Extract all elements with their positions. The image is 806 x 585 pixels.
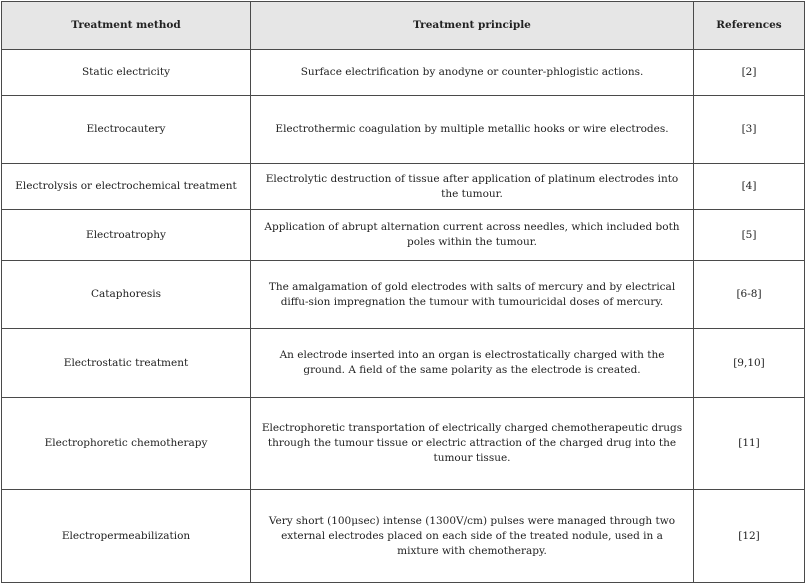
- treatment-principle-cell: Electrolytic destruction of tissue after application of platinum electrodes into the tumour.: [251, 164, 694, 210]
- treatment-method-cell: Electrostatic treatment: [2, 329, 251, 398]
- header-references: References: [694, 2, 805, 50]
- treatment-method-cell: Cataphoresis: [2, 261, 251, 329]
- treatment-principle-cell: Electrothermic coagulation by multiple metallic hooks or wire electrodes.: [251, 96, 694, 164]
- header-row: [2, 2, 805, 50]
- reference-cell: [5]: [694, 210, 805, 261]
- reference-cell: [12]: [694, 490, 805, 583]
- table-row: [2, 164, 805, 210]
- treatment-principle-cell: The amalgamation of gold electrodes with salts of mercury and by electrical diffu-sion impregnation the tumour with tumouricidal doses of mercury.: [251, 261, 694, 329]
- reference-cell: [3]: [694, 96, 805, 164]
- reference-cell: [4]: [694, 164, 805, 210]
- header-treatment-method: Treatment method: [2, 2, 251, 50]
- header-treatment-principle: Treatment principle: [251, 2, 694, 50]
- table-row: [2, 96, 805, 164]
- table-row: [2, 398, 805, 490]
- treatment-principle-cell: Application of abrupt alternation current across needles, which included both poles within the tumour.: [251, 210, 694, 261]
- treatment-method-cell: Electrocautery: [2, 96, 251, 164]
- treatment-method-cell: Electrolysis or electrochemical treatment: [2, 164, 251, 210]
- reference-cell: [2]: [694, 50, 805, 96]
- treatment-method-cell: Static electricity: [2, 50, 251, 96]
- treatment-table: [1, 1, 805, 583]
- treatment-method-cell: Electropermeabilization: [2, 490, 251, 583]
- reference-cell: [11]: [694, 398, 805, 490]
- reference-cell: [9,10]: [694, 329, 805, 398]
- treatment-method-cell: Electroatrophy: [2, 210, 251, 261]
- reference-cell: [6-8]: [694, 261, 805, 329]
- treatment-principle-cell: Electrophoretic transportation of electrically charged chemotherapeutic drugs through the tumour tissue or electric attraction of the charged drug into the tumour tissue.: [251, 398, 694, 490]
- table-row: [2, 261, 805, 329]
- treatment-principle-cell: Surface electrification by anodyne or counter-phlogistic actions.: [251, 50, 694, 96]
- table-row: [2, 210, 805, 261]
- table-row: [2, 329, 805, 398]
- table-row: [2, 50, 805, 96]
- treatment-principle-cell: Very short (100μsec) intense (1300V/cm) pulses were managed through two external electrodes placed on each side of the treated nodule, used in a mixture with chemotherapy.: [251, 490, 694, 583]
- treatment-method-cell: Electrophoretic chemotherapy: [2, 398, 251, 490]
- table-row: [2, 490, 805, 583]
- treatment-principle-cell: An electrode inserted into an organ is electrostatically charged with the ground. A field of the same polarity as the electrode is created.: [251, 329, 694, 398]
